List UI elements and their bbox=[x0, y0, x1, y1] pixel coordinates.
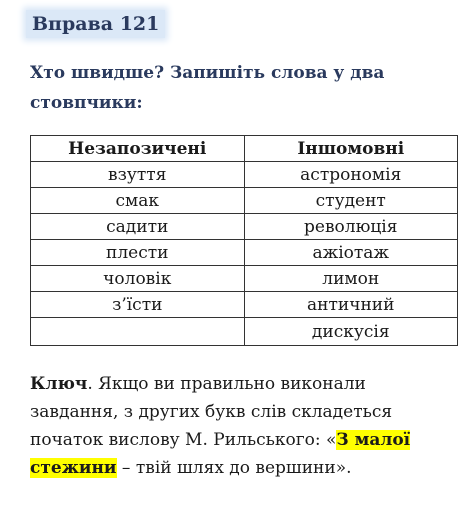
native-word: смак bbox=[31, 188, 245, 214]
table-row bbox=[31, 292, 458, 318]
borrowed-word: ажіотаж bbox=[244, 240, 458, 266]
key-tail: – твій шлях до вершини». bbox=[116, 458, 352, 478]
table-row bbox=[31, 318, 458, 346]
borrowed-word: революція bbox=[244, 214, 458, 240]
table-row bbox=[31, 188, 458, 214]
borrowed-word: античний bbox=[244, 292, 458, 318]
borrowed-word: астрономія bbox=[244, 162, 458, 188]
native-word: садити bbox=[31, 214, 245, 240]
table-row bbox=[31, 240, 458, 266]
borrowed-word: лимон bbox=[244, 266, 458, 292]
task-instruction: Хто швидше? Запишіть слова у два стовпчики: bbox=[30, 63, 385, 113]
exercise-title: Вправа 121 bbox=[26, 10, 165, 38]
key-highlight: З малої стежини bbox=[30, 430, 411, 478]
key-label: Ключ bbox=[30, 374, 88, 394]
answer-key bbox=[30, 370, 450, 482]
column-header-borrowed: Іншомовні bbox=[244, 136, 458, 162]
native-word: з’їсти bbox=[31, 292, 245, 318]
words-table bbox=[30, 135, 458, 346]
native-word: плести bbox=[31, 240, 245, 266]
native-word-empty bbox=[31, 318, 245, 346]
table-row bbox=[31, 214, 458, 240]
table-header-row bbox=[31, 136, 458, 162]
native-word: взуття bbox=[31, 162, 245, 188]
table-row bbox=[31, 266, 458, 292]
column-header-native: Незапозичені bbox=[31, 136, 245, 162]
key-text: . Якщо ви правильно виконали завдання, з других букв слів складеться початок вислову М. Рильського: « bbox=[30, 374, 393, 450]
borrowed-word: дискусія bbox=[244, 318, 458, 346]
native-word: чоловік bbox=[31, 266, 245, 292]
borrowed-word: студент bbox=[244, 188, 458, 214]
table-row bbox=[31, 162, 458, 188]
